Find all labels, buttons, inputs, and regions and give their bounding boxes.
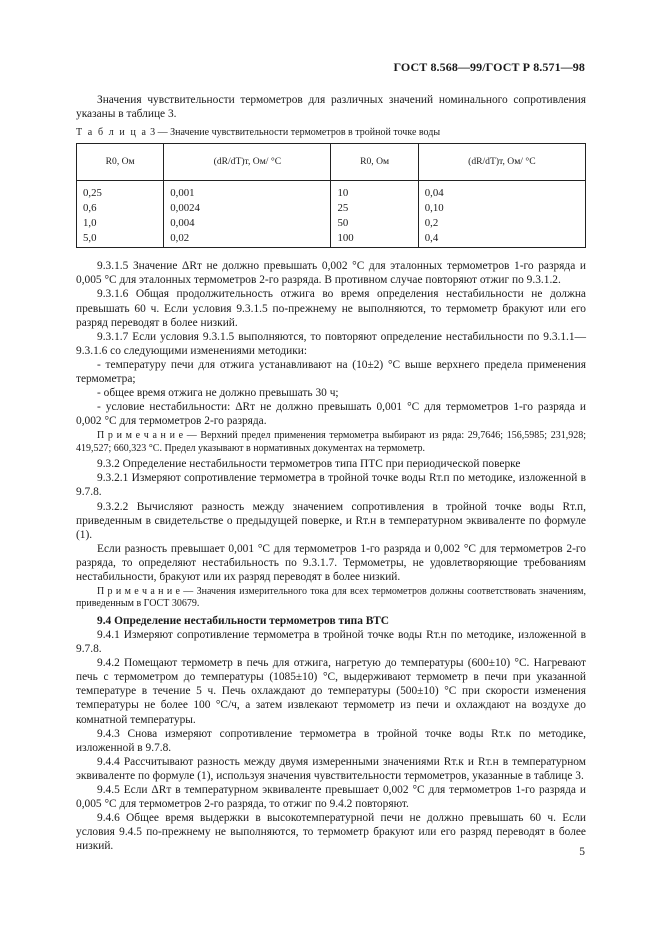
table-header-row [77, 144, 586, 181]
table-row [77, 200, 586, 215]
table-header-cell: (dR/dT)т, Ом/ °С [164, 144, 331, 181]
sensitivity-table [76, 143, 586, 248]
intro-paragraph: Значения чувствительности термометров для различных значений номинального сопротивления указаны в таблице 3. [76, 94, 586, 121]
section-title-9-4: 9.4 Определение нестабильности термометров типа ВТС [97, 614, 390, 627]
table-cell: 0,0024 [164, 200, 331, 215]
table-cell: 10 [331, 181, 418, 201]
note-label: П р и м е ч а н и е [97, 586, 180, 598]
table-cell: 100 [331, 230, 418, 248]
table-header-cell: (dR/dT)т, Ом/ °С [418, 144, 585, 181]
list-item: - условие нестабильности: ΔRт не должно превышать 0,001 °С для термометров 1-го разряда и 0,002 °С для термометров 2-го разряда. [76, 401, 586, 428]
table-row [77, 230, 586, 248]
table-caption [76, 126, 586, 140]
page-number: 5 [579, 846, 585, 858]
table-cell: 0,2 [418, 215, 585, 230]
paragraph-9-4-2: 9.4.2 Помещают термометр в печь для отжига, нагретую до температуры (600±10) °С. Нагревают печь с термометром до температуры (1085±10) °С, выдерживают термометр в печи при указанной температуре в течение 5 ч. Печь охлаждают до температуры (500±10) °С при скорости изменения температуры не более 100 °С/ч, а затем извлекают термометр из печи и охлаждают на воздухе до комнатной температуры. [76, 657, 586, 726]
table-cell: 0,001 [164, 181, 331, 201]
paragraph-9-4-1: 9.4.1 Измеряют сопротивление термометра в тройной точке воды Rт.н по методике, изложенной в 9.7.8. [76, 628, 586, 656]
paragraph-9-4-3: 9.4.3 Снова измеряют сопротивление термометра в тройной точке воды Rт.к по методике, изложенной в 9.7.8. [76, 727, 586, 754]
document-body [76, 93, 586, 853]
table-row [77, 215, 586, 230]
paragraph-9-3-1-6: 9.3.1.6 Общая продолжительность отжига во время определения нестабильности не должна превышать 60 ч. Если условия 9.3.1.5 по-прежнему не выполняются, то термометр бракуют или его разряд переводят в более низкий. [76, 288, 586, 329]
table-cell: 0,02 [164, 230, 331, 248]
note-text: — Значения измерительного тока для всех термометров должны соответствовать значениям, приведенным в ГОСТ 30679. [76, 586, 586, 610]
table-cell: 0,04 [418, 181, 585, 201]
note-text: — Верхний предел применения термометра выбирают из ряда: 29,7646; 156,5985; 231,928; 419,527; 660,323 °С. Предел указывают в нормативных документах на термометр. [76, 430, 586, 454]
paragraph-9-4-6: 9.4.6 Общее время выдержки в высокотемпературной печи не должно превышать 60 ч. Если условия 9.4.5 по-прежнему не выполняются, то термометр бракуют или его разряд переводят в более низкий. [76, 812, 586, 853]
paragraph-9-4-4: 9.4.4 Рассчитывают разность между двумя измеренными значениями Rт.к и Rт.н в температурном эквиваленте по формуле (1), используя значения чувствительности термометров, указанные в таблице 3. [76, 755, 586, 782]
document-header: ГОСТ 8.568—99/ГОСТ Р 8.571—98 [393, 60, 585, 74]
paragraph-difference: Если разность превышает 0,001 °С для термометров 1-го разряда и 0,002 °С для термометров 2-го разряда, то определяют нестабильность по 9.3.1.7. Термометры, не удовлетворяющие требованиям нестабильности, бракуют или их разряд переводят в более низкий. [76, 542, 586, 583]
paragraph-9-3-1-7: 9.3.1.7 Если условия 9.3.1.5 выполняются, то повторяют определение нестабильности по 9.3.1.1—9.3.1.6 со следующими изменениями методики: [76, 330, 586, 357]
table-header-cell: R0, Ом [331, 144, 418, 181]
table-header-cell: R0, Ом [77, 144, 164, 181]
paragraph-9-3-2-1: 9.3.2.1 Измеряют сопротивление термометра в тройной точке воды Rт.п по методике, изложенной в 9.7.8. [76, 472, 586, 499]
paragraph-9-3-1-5: 9.3.1.5 Значение ΔRт не должно превышать 0,002 °С для эталонных термометров 1-го разряда и 0,005 °С для эталонных термометров 2-го разряда. В противном случае повторяют отжиг по 9.3.1.2. [76, 260, 586, 287]
table-cell: 0,10 [418, 200, 585, 215]
paragraph-9-3-2-2: 9.3.2.2 Вычисляют разность между значением сопротивления в тройной точке воды Rт.п, приведенным в свидетельстве о предыдущей поверке, и Rт.н в температурном эквиваленте по формуле (1). [76, 500, 586, 541]
table-cell: 0,25 [77, 181, 164, 201]
list-item: - общее время отжига не должно превышать 30 ч; [97, 387, 339, 400]
paragraph-9-3-2: 9.3.2 Определение нестабильности термометров типа ПТС при периодической поверке [97, 458, 521, 471]
table-cell: 5,0 [77, 230, 164, 248]
table-cell: 50 [331, 215, 418, 230]
list-item: - температуру печи для отжига устанавливают на (10±2) °С выше верхнего предела применения термометра; [76, 358, 586, 386]
paragraph-9-4-5: 9.4.5 Если ΔRт в температурном эквиваленте превышает 0,002 °С для термометров 1-го разряда и 0,005 °С для термометров 2-го разряда, то отжиг по 9.4.2 повторяют. [76, 784, 586, 811]
table-cell: 0,004 [164, 215, 331, 230]
table-caption-prefix: Т а б л и ц а [76, 127, 148, 139]
table-cell: 0,4 [418, 230, 585, 248]
note-measuring-current [76, 586, 586, 611]
table-caption-text: 3 — Значение чувствительности термометров в тройной точке воды [150, 127, 441, 139]
table-cell: 25 [331, 200, 418, 215]
note-label: П р и м е ч а н и е [97, 430, 184, 442]
note-upper-limit [76, 430, 586, 455]
table-row [77, 181, 586, 201]
table-cell: 0,6 [77, 200, 164, 215]
table-cell: 1,0 [77, 215, 164, 230]
